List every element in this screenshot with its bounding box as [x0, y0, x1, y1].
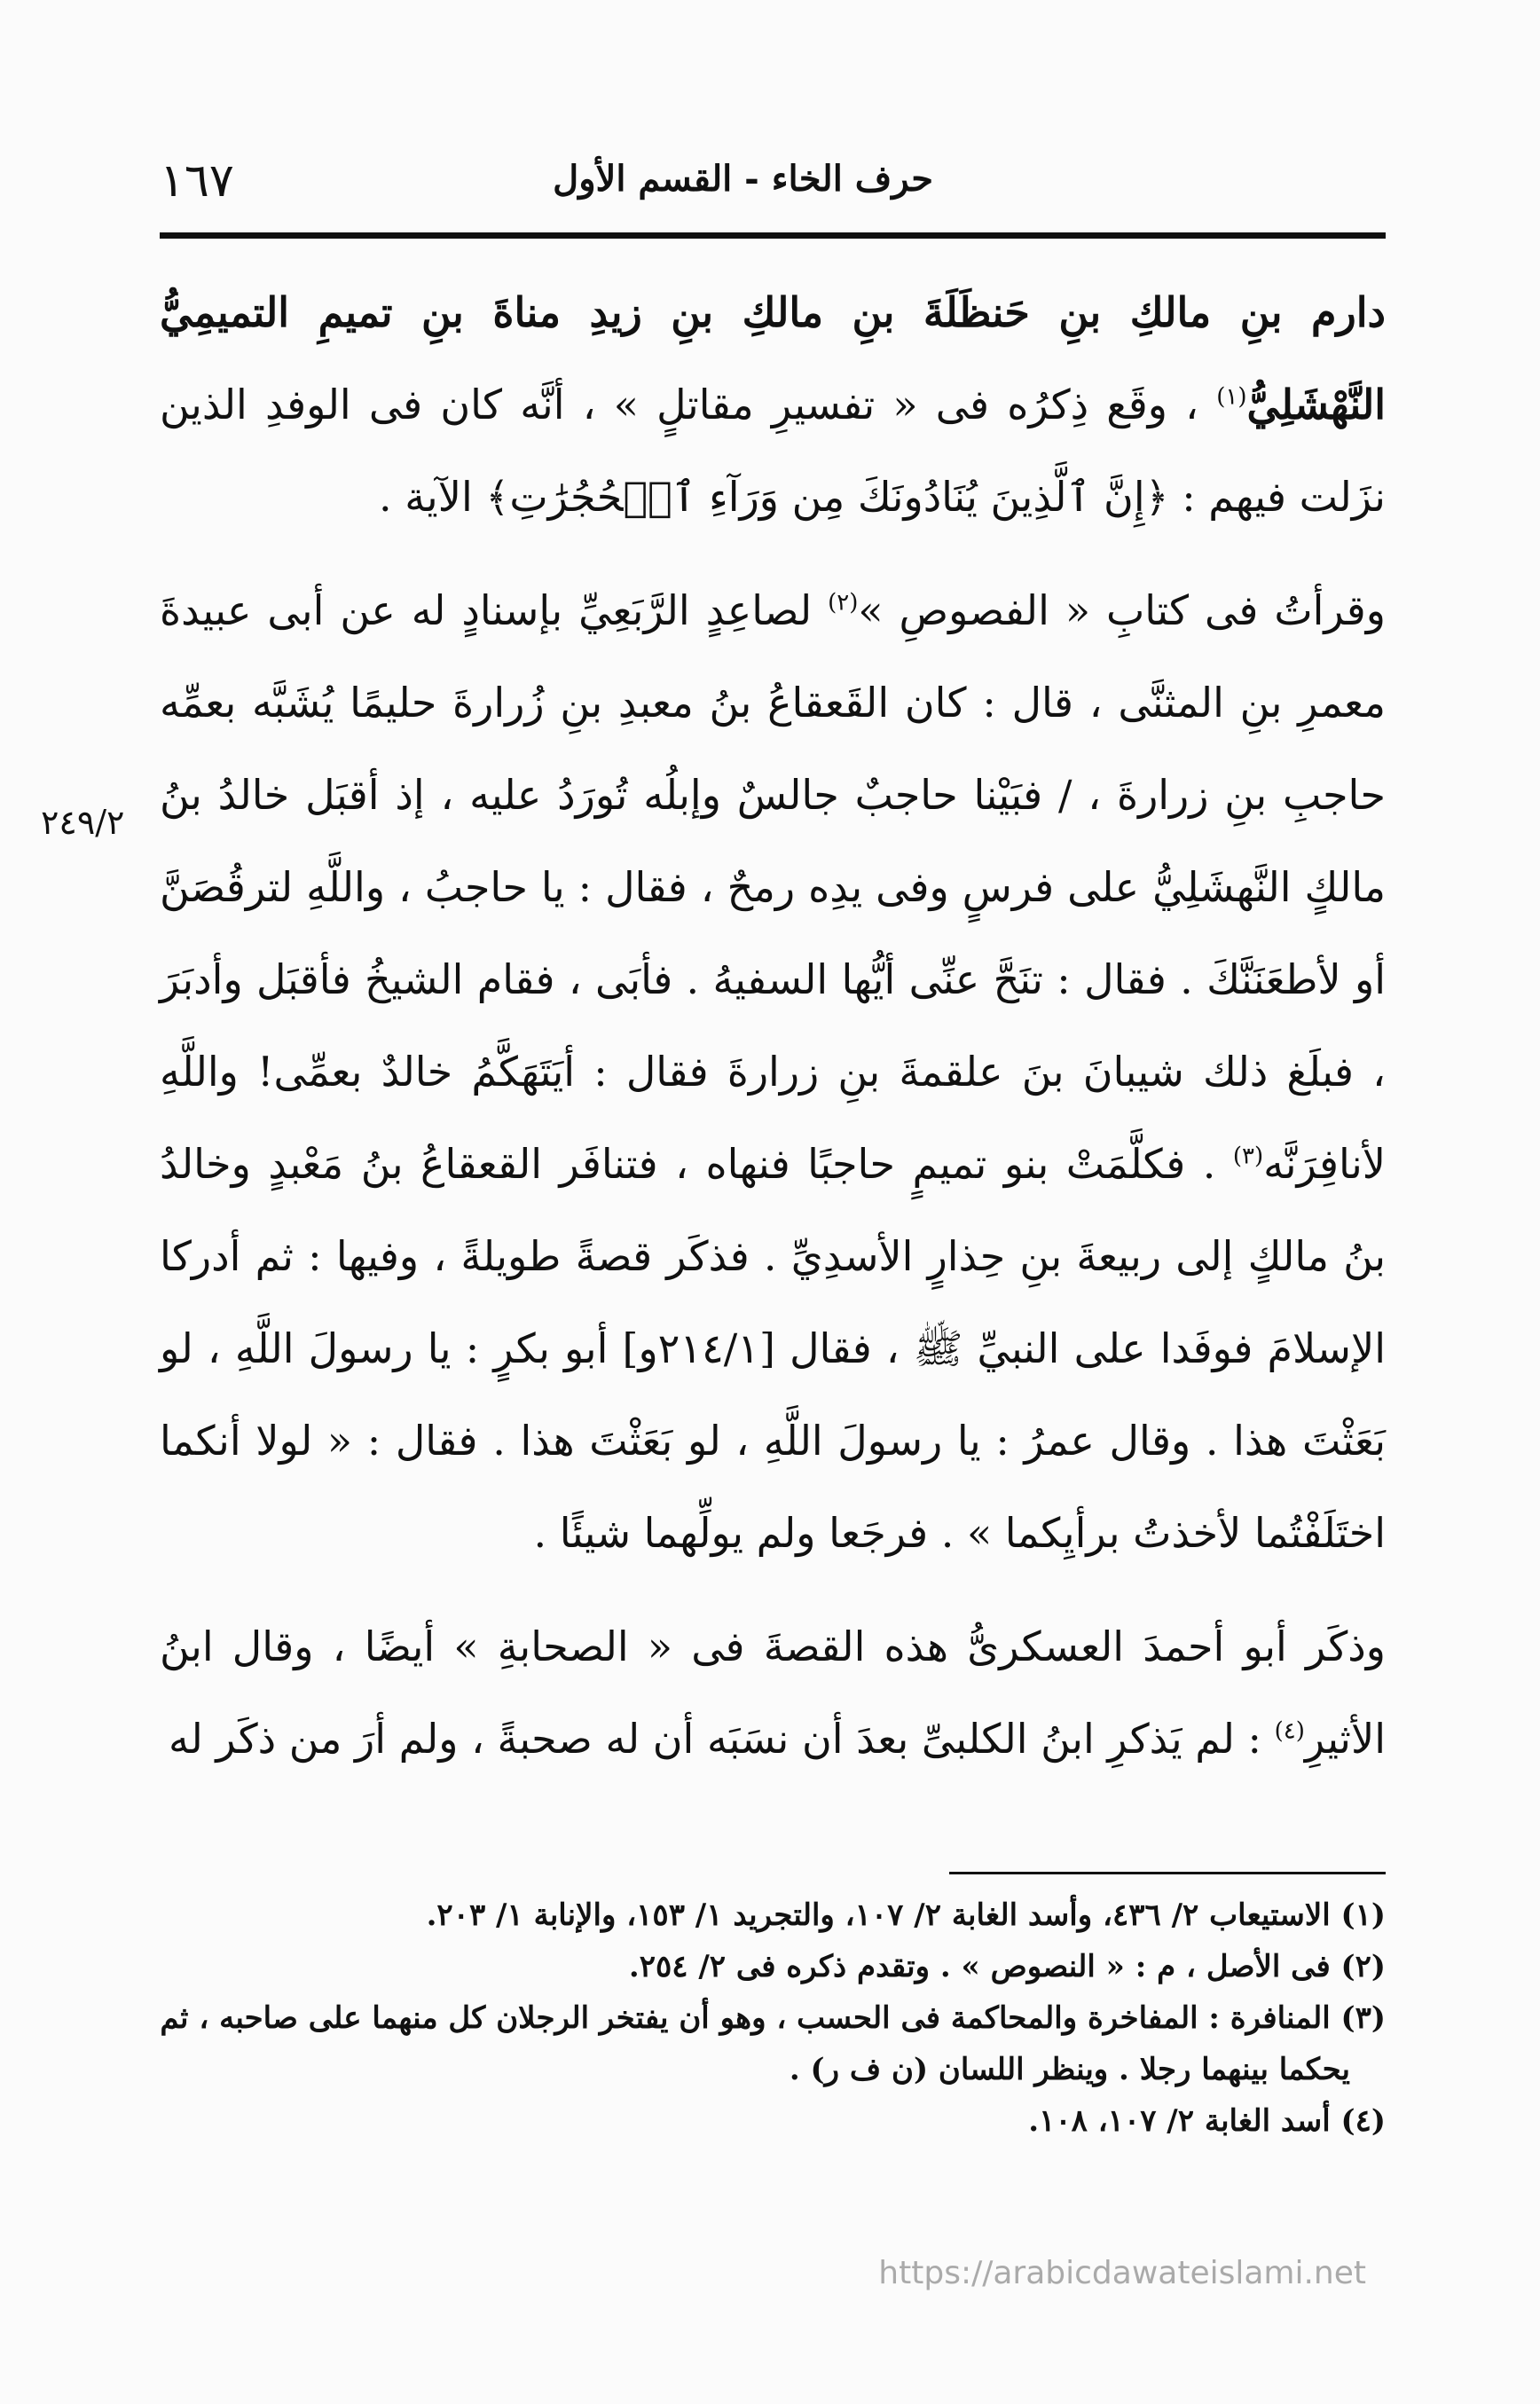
paragraph-2-text-b: لصاعِدٍ الرَّبَعِيِّ بإسنادٍ له عن أبى عبيدةَ معمرِ بنِ المثنَّى ، قال : كان القَعقاعُ بنُ معبدِ بنِ زُرارةَ حليمًا يُشَبَّه بعمِّه حاجبِ بنِ زرارةَ ، / فبَيْنا حاجبٌ جالسٌ وإبلُه تُورَدُ عليه ، إذ أقبَل خالدُ بنُ مالكٍ النَّهشَلِيُّ على فرسٍ وفى يدِه رمحٌ ، فقال : يا حاجبُ ، واللَّهِ لترقُصَنَّ أو لأطعَنَنَّكَ . فقال : تنَحَّ عنِّى أيُّها السفيهُ . فأبَى ، فقام الشيخُ فأقبَل وأدبَرَ ، فبلَغ ذلك شيبانَ بنَ علقمةَ بنِ زرارةَ فقال : أيَتَهَكَّمُ خالدٌ بعمِّى! واللَّهِ لأنافِرَنَّه [160, 586, 1387, 1188]
footnote-marker-4: (٤) [1274, 1717, 1305, 1745]
paragraph-2-text-c: . فكلَّمَتْ بنو تميمٍ حاجبًا فنهاه ، فتنافَر القعقاعُ بنُ مَعْبدٍ وخالدُ بنُ مالكٍ إلى ربيعةَ بنِ حِذارٍ الأسدِيِّ . فذكَر قصةً طويلةً ، وفيها : ثم أدركا الإسلامَ فوفَدا على النبيِّ ﷺ ، فقال [٢١٤/١و] أبو بكرٍ : يا رسولَ اللَّهِ ، لو بَعَثْتَ هذا . وقال عمرُ : يا رسولَ اللَّهِ ، لو بَعَثْتَ هذا . فقال : « لولا أنكما اختَلَفْتُما لأخذتُ برأيِكما » . فرجَعا ولم يولِّهما شيئًا . [160, 1140, 1386, 1557]
footnote-2: (٢) فى الأصل ، م : « النصوص » . وتقدم ذكره فى ٢/ ٢٥٤. [628, 1949, 1386, 1984]
entry-name: دارم بنِ مالكِ بنِ حَنظَلَةَ بنِ مالكِ بنِ زيدِ مناةَ بنِ تميمِ التميمِيُّ النَّهْشَلِيُّ [160, 288, 1387, 428]
paragraph-1 [160, 266, 1386, 543]
footnote-marker-1: (١) [1216, 383, 1247, 411]
footnotes [160, 1889, 1386, 2147]
paragraph-3-text-b: : لم يَذكرِ ابنُ الكلبىِّ بعدَ أن نسَبَه أن له صحبةً ، ولم أرَ من ذكَر له [169, 1715, 1261, 1763]
footnote-3: (٣) المنافرة : المفاخرة والمحاكمة فى الحسب ، وهو أن يفتخر الرجلان كل منهما على صاحبه ، ثم [160, 2000, 1386, 2036]
paragraph-2 [160, 564, 1386, 1579]
page-header [160, 151, 1386, 213]
footnote-1: (١) الاستيعاب ٢/ ٤٣٦، وأسد الغابة ٢/ ١٠٧، والتجريد ١/ ١٥٣، والإنابة ١/ ٢٠٣. [426, 1897, 1386, 1933]
main-text [160, 266, 1386, 1785]
watermark-url: https://arabicdawateislami.net [878, 2255, 1366, 2291]
footnote-marker-2: (٢) [828, 589, 859, 617]
footnote-3-continued: يحكما بينهما رجلا . وينظر اللسان (ن ف ر) . [789, 2052, 1350, 2087]
page-number: ١٦٧ [160, 154, 234, 208]
paragraph-1-text: ، وقَع ذِكرُه فى « تفسيرِ مقاتلٍ » ، أنَّه كان فى الوفدِ الذين نزَلت فيهم : ﴿إِنَّ ٱلَّذِينَ يُنَادُونَكَ مِن وَرَآءِ ٱلۡحُجُرَٰتِ﴾ الآية . [160, 381, 1386, 521]
running-title: حرف الخاء - القسم الأول [553, 158, 933, 200]
margin-reference: ٢٤٩/٢ [41, 803, 125, 842]
header-rule [160, 232, 1386, 239]
footnote-marker-3: (٣) [1232, 1143, 1264, 1170]
paragraph-3 [160, 1600, 1386, 1785]
footnote-4: (٤) أسد الغابة ٢/ ١٠٧، ١٠٨. [1028, 2103, 1386, 2139]
paragraph-3-text-a: وذكَر أبو أحمدَ العسكرىُّ هذه القصةَ فى « الصحابةِ » أيضًا ، وقال ابنُ الأثيرِ [160, 1622, 1386, 1763]
footnote-rule [949, 1872, 1386, 1874]
paragraph-2-text-a: وقرأتُ فى كتابِ « الفصوصِ » [858, 586, 1386, 634]
